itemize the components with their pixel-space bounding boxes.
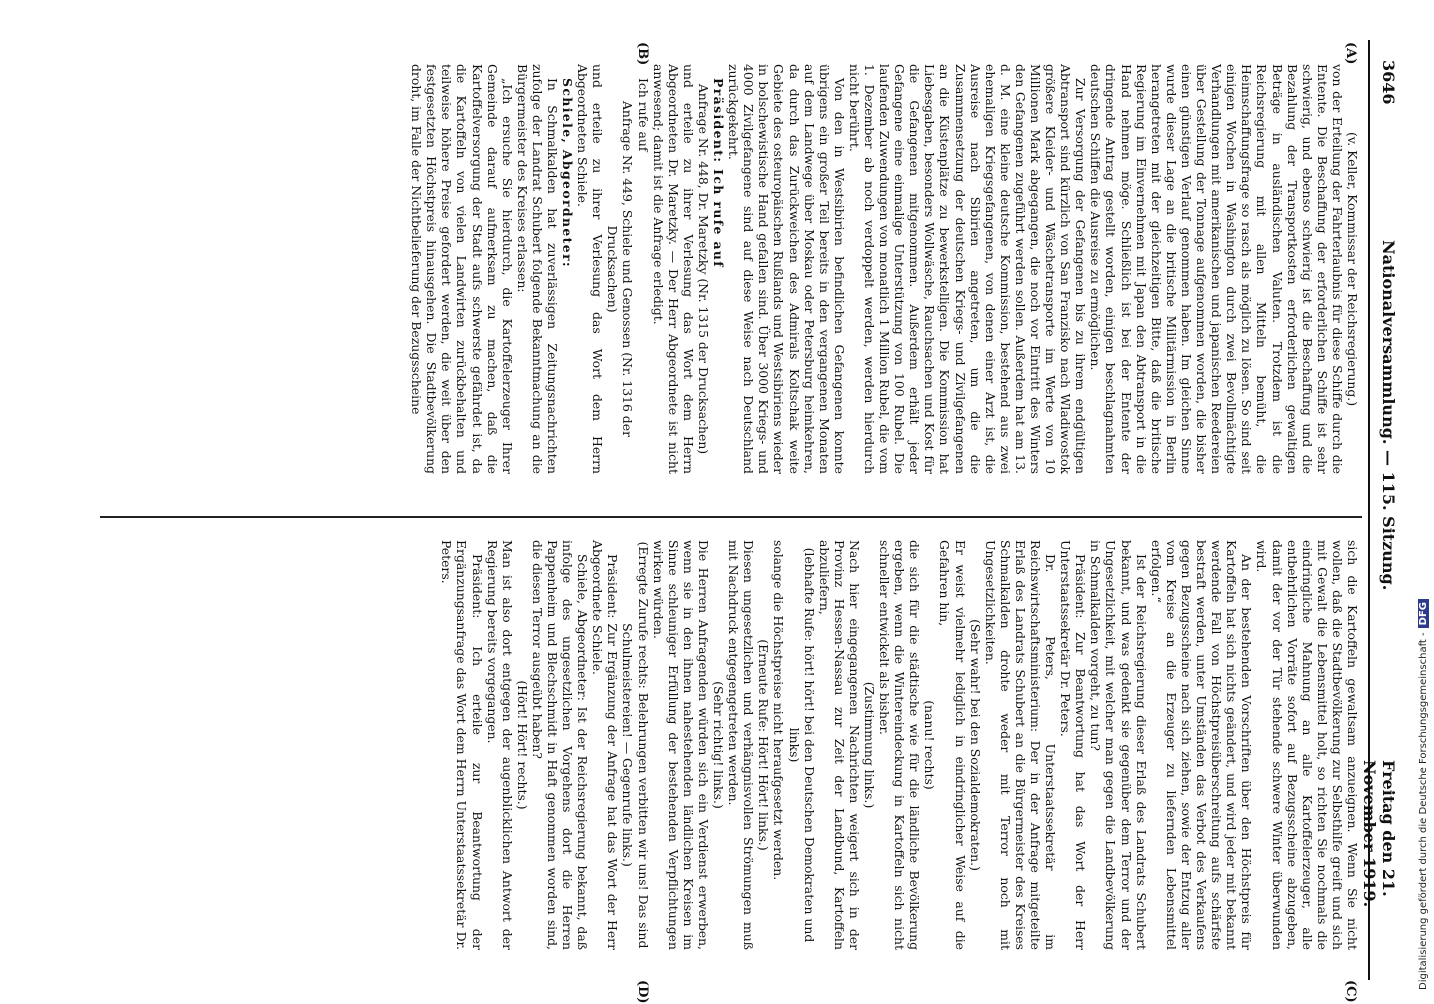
president-call: Präsident: Zur Beantwortung hat das Wort der Herr Unterstaatssekretär Dr. Peters. (1058, 540, 1089, 950)
paragraph: Diesen ungesetzlichen und verhängnisvollen Strömungen muß mit Nachdruck entgegengetreten werden. (726, 540, 757, 950)
paragraph: Von den in Westsibirien befindlichen Gefangenen konnte übrigens ein großer Teil bereits in den vergangenen Monaten auf dem Landwege über Moskau oder Petersburg heimkehren, da durch das Zurückweichen des Admirals Koltschak weite Gebiete des osteuropäischen Rußlands und Westsibiriens wieder in bolschewistische Hand gefallen sind. Über 3000 Kriegs- und 4000 Zivilgefangene sind auf diese Weise nach Deutschland zurückgekehrt. (726, 64, 847, 474)
margin-mark-c: (C) (1343, 980, 1358, 1003)
paragraph: Nach hier eingegangenen Nachrichten weigert sich in der Provinz Hessen-Nassau zur Zeit der Landbund, Kartoffeln abzuliefern, (816, 540, 862, 950)
document-page (86, 40, 1420, 1004)
paragraph: Ich rufe auf (635, 78, 651, 152)
quoted-decree: „Ich ersuche Sie hierdurch, die Kartoffelerzeuger Ihrer Gemeinde darauf aufmerksam zu machen, daß die Kartoffelversorgung der Stadt aufs schwerste gefährdet ist, da die Kartoffeln von vielen Landwirten zurückbehalten und teilweise höhere Preise gefordert werden, die weit über den festgesetzten Höchstpreis hinausgehen. Die Stadtbevölkerung droht, im Falle der Nichtbelieferung der Bezugsscheine (409, 64, 515, 474)
inquiry-title: Anfrage Nr. 448, Dr. Maretzky (Nr. 1315 der Drucksachen) (695, 83, 711, 455)
dfg-logo: DFG (1418, 599, 1429, 628)
president-call: Präsident: Zur Ergänzung der Anfrage hat das Wort der Herr Abgeordnete Schiele. (590, 540, 621, 950)
paragraph: die sich für die städtische wie für die ländliche Bevölkerung ergeben, wenn die Wintereindeckung in Kartoffeln sich nicht schneller entwickelt als bisher. (877, 540, 923, 950)
interjection: (Sehr richtig! links.) (711, 681, 727, 809)
paragraph: Die Herren Anfragenden würden sich ein Verdienst erwerben, wenn sie in den ihnen nahestehenden ländlichen Kreisen im Sinne schleuniger Erfüllung der bestehenden Verpflichtungen wirken würden. (650, 540, 711, 950)
paragraph: Ist der Reichsregierung dieser Erlaß des Landrats Schubert bekannt, und was gedenkt sie gegenüber dem Terror und der Ungesetzlichkeit, mit welcher man gegen die Landbevölkerung in Schmalkalden vorgeht, zu tun? (1088, 540, 1149, 950)
interjection: (nanu! rechts) (922, 700, 938, 790)
president-call: Präsident: Ich erteile zur Beantwortung der Ergänzungsanfrage das Wort dem Herrn Unterstaatssekretär Dr. Peters. (439, 540, 485, 950)
paragraph: Zur Versorgung der Gefangenen bis zu ihrem endgültigen Abtransport sind kürzlich von San Franzisko nach Wladiwostok größere Kleider- und Wäschetransporte im Werte von 10 Millionen Mark abgegangen, die noch vor Eintritt des Winters den Gefangenen zugeführt werden sollen. Außerdem hat am 13. d. M. eine kleine deutsche Kommission, bestehend aus zwei ehemaligen Kriegsgefangenen, von denen einer Arzt ist, die Ausreise nach Sibirien angetreten, um die die Zusammensetzung der deutschen Kriegs- und Zivilgefangenen an die Küstenplätze zu bewerkstelligen. Die Kommission hat Liebesgaben, besonders Wollwäsche, Rauchsachen und Kost für die Gefangenen mitgenommen. Außerdem erhält jeder Gefangene eine einmalige Unterstützung von 100 Rubel. Die laufenden Zuwendungen von monatlich 1 Million Rubel, die vom 1. Dezember ab noch verdoppelt werden, werden hierdurch nicht berührt. (846, 64, 1089, 474)
credit-text: Digitalisierung gefördert durch die Deutsche Forschungsgemeinschaft - (1418, 632, 1429, 990)
quoted-decree: An der bestehenden Vorschriften über den Höchstpreis für Kartoffeln hat sich nichts geändert, und wird jeder mit bekannt werdende Fall von Höchstpreisüberschreitung aufs schärfste bestraft werden, unter Umständen das Verbot des Verkaufens gegen Bezugsscheine nach sich ziehen, sowie der Entzug aller vom Kreise an die Erzeuger zu liefernden Lebensmittel erfolgen.“ (1148, 540, 1255, 950)
margin-mark-a: (A) (1343, 42, 1358, 65)
president-call: Präsident: Ich rufe auf (711, 78, 727, 269)
speaker-note: (v. Keller, Kommissar der Reichsregierung.) (1345, 131, 1360, 407)
left-column (409, 64, 1360, 474)
page-header (1360, 40, 1420, 980)
running-head: Nationalversammlung. — 115. Sitzung. (1379, 240, 1398, 591)
interjection: (Sehr wahr! bei den Sozialdemokraten.) (967, 619, 983, 871)
paragraph: und erteile zu ihrer Verlesung das Wort dem Herrn Abgeordneten Dr. Maretzky. — Der Herr Abgeordnete ist nicht anwesend; damit ist die Anfrage erledigt. (650, 64, 696, 474)
paragraph: von der Erteilung der Fahrterlaubnis für diese Schiffe durch die Entente. Die Beschaffung der erforderlichen Schiffe ist sehr schwierig, und ebenso schwierig ist die Beschaffung und die Bezahlung der Transportkosten erforderlichen gewaltigen Beträge in ausländischen Valuten. Trotzdem ist die Reichsregierung mit allen Mitteln bemüht, die Heimschaffungsfrage so rasch als möglich zu lösen. So sind seit einigen Wochen in Washington durch zwei Bevollmächtigte Verhandlungen mit amerikanischen und japanischen Reedereien über Gestellung der Tonnage aufgenommen worden, die bisher einen günstigen Verlauf genommen haben. Im gleichen Sinne wurde dieser Lage an die britische Militärmission in Berlin herangetreten mit der gleichzeitigen Bitte, daß die britische Regierung im Einvernehmen mit Japan den Abtransport in die Hand nehmen möge. Schließlich ist bei der Entente der dringende Antrag gestellt worden, einigen beschlagnahmten deutschen Schiffen die Ausreise zu ermöglichen. (1088, 64, 1345, 474)
column-divider (100, 516, 1362, 518)
paragraph: und erteile zu ihrer Verlesung das Wort dem Herrn Abgeordneten Schiele. (575, 64, 606, 474)
interjection: (Erneute Rufe: Hört! Hört! links.) (756, 639, 772, 851)
paragraph: Dr. Peters, Unterstaatssekretär im Reichswirtschaftsministerium: Der in der Anfrage mitgeteilte Erlaß des Landrats Schubert an die Bürgermeister des Kreises Schmalkalden drohte weder mit Terror noch mit Ungesetzlichkeiten. (982, 540, 1059, 950)
paragraph: Man ist also dort entgegen der augenblicklichen Antwort der Regierung bereits vorgegangen. (484, 540, 515, 950)
paragraph: solange die Höchstpreise nicht heraufgesetzt werden. (771, 540, 787, 881)
interjection: (Hört! Hört! rechts.) (514, 680, 530, 810)
paragraph: In Schmalkalden hat zuverlässigen Zeitungsnachrichten zufolge der Landrat Schubert folgende Bekanntmachung an die Bürgermeister des Kreises erlassen: (514, 64, 561, 474)
interjection: (Erregte Zurufe rechts: Belehrungen verbitten wir uns! Das sind Schulmeistereien! — Gegenrufe links.) (620, 541, 651, 949)
interjection: (lebhafte Rufe: hört! hört! bei den Deutschen Demokraten und links) (786, 547, 817, 943)
page-number: 3646 (1379, 60, 1398, 105)
right-column (439, 540, 1360, 950)
interjection: (Zustimmung links.) (862, 681, 877, 809)
session-date: Freitag den 21. November 1919. (1360, 760, 1398, 908)
inquiry-title: Anfrage Nr. 449, Schiele und Genossen (Nr. 1316 der Drucksachen) (605, 100, 636, 437)
digitization-credit (1418, 599, 1429, 990)
paragraph: Er weist vielmehr lediglich in eindringlicher Weise auf die Gefahren hin, (937, 540, 968, 950)
speaker-label: Schiele, Abgeordneter: (560, 78, 576, 268)
margin-mark-d: (D) (635, 980, 650, 1004)
margin-mark-b: (B) (635, 42, 650, 66)
quoted-decree: sich die Kartoffeln gewaltsam anzueignen. Wenn Sie nicht wollen, daß die Stadtbevölkerung zur Selbsthilfe greift und sich mit Gewalt die Lebensmittel holt, so richten Sie nochmals die eindringliche Mahnung an alle Kartoffelerzeuger, alle entbehrlichen Vorräte sofort auf Bezugsscheine abzugeben, damit der vor der Tür stehende schwere Winter überwunden wird. (1254, 540, 1360, 950)
paragraph: Schiele, Abgeordneter: Ist der Reichsregierung bekannt, daß infolge des ungesetzlichen Vorgehens dort die Herren Pappenheim und Blechschmidt in Haft genommen worden sind, die diesen Terror ausgeübt haben? (529, 540, 591, 950)
